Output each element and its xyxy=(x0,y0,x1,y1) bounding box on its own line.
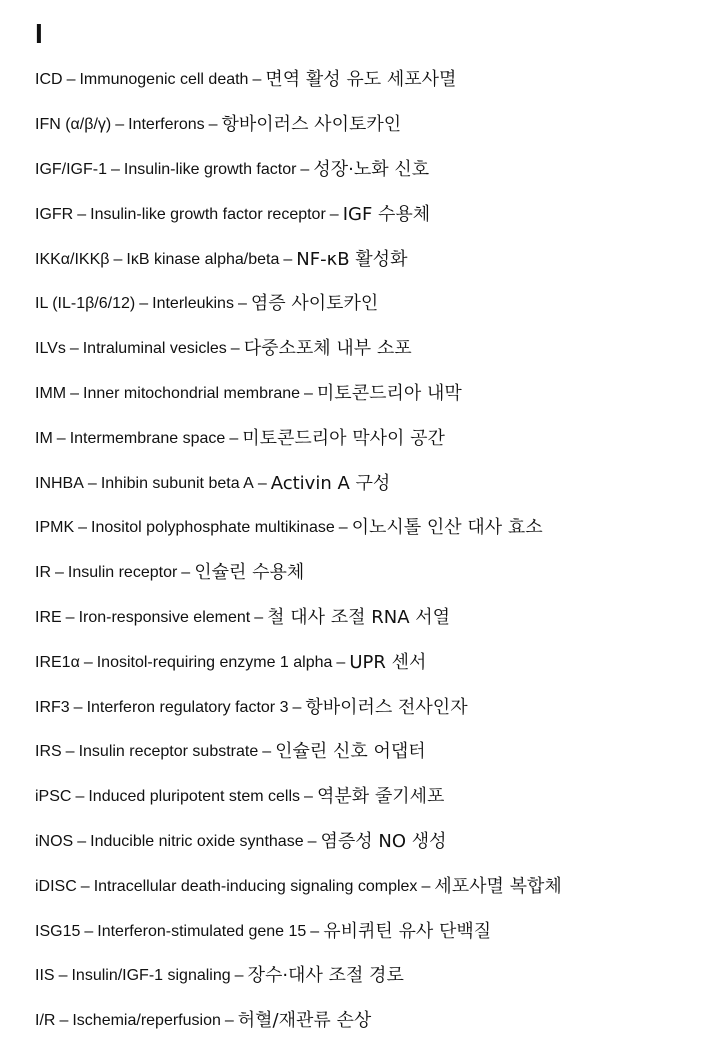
entry-separator: – xyxy=(83,653,93,671)
entry-separator: – xyxy=(77,832,87,850)
entry-korean-description: 미토콘드리아 내막 xyxy=(316,382,462,404)
entry-korean-description: 항바이러스 전사인자 xyxy=(305,696,468,718)
entry-separator: – xyxy=(234,967,244,985)
glossary-entry xyxy=(35,909,705,954)
glossary-entry xyxy=(35,596,705,641)
entry-korean-description: 성장·노화 신호 xyxy=(313,158,430,180)
glossary-entry xyxy=(35,416,705,461)
entry-abbreviation: iPSC xyxy=(35,788,72,806)
entry-abbreviation: IM xyxy=(35,429,53,447)
entry-separator: – xyxy=(84,922,94,940)
entry-full-name: Interleukins xyxy=(152,295,234,313)
entry-full-name: Induced pluripotent stem cells xyxy=(88,788,301,806)
glossary-entry xyxy=(35,372,705,417)
entry-full-name: Ischemia/reperfusion xyxy=(72,1012,221,1030)
entry-korean-description: Activin A 구성 xyxy=(270,472,391,494)
entry-full-name: Interferon regulatory factor 3 xyxy=(86,698,289,716)
entry-abbreviation: IGFR xyxy=(35,205,74,223)
entry-separator: – xyxy=(254,608,264,626)
entry-separator: – xyxy=(252,71,262,89)
entry-separator: – xyxy=(300,160,310,178)
entry-separator: – xyxy=(73,698,83,716)
entry-korean-description: IGF 수용체 xyxy=(342,203,431,225)
entry-korean-description: UPR 센서 xyxy=(349,651,427,673)
entry-korean-description: 허혈/재관류 손상 xyxy=(237,1010,372,1032)
glossary-entry xyxy=(35,775,705,820)
entry-separator: – xyxy=(75,788,85,806)
glossary-entry xyxy=(35,237,705,282)
entry-abbreviation: IRF3 xyxy=(35,698,70,716)
entry-korean-description: 장수·대사 조절 경로 xyxy=(247,965,404,987)
entry-separator: – xyxy=(69,340,79,358)
entry-full-name: Insulin receptor substrate xyxy=(78,743,259,761)
entry-separator: – xyxy=(257,474,267,492)
entry-separator: – xyxy=(224,1012,234,1030)
entry-abbreviation: ICD xyxy=(35,71,63,89)
entry-separator: – xyxy=(304,384,313,402)
entry-separator: – xyxy=(111,160,120,178)
glossary-entry xyxy=(35,730,705,775)
entry-korean-description: 역분화 줄기세포 xyxy=(316,786,445,808)
entry-korean-description: 염증성 NO 생성 xyxy=(320,830,447,852)
entry-full-name: Inner mitochondrial membrane xyxy=(83,384,301,402)
glossary-entry xyxy=(35,506,705,551)
entry-korean-description: 염증 사이토카인 xyxy=(250,293,379,315)
entry-full-name: Intermembrane space xyxy=(69,429,226,447)
entry-separator: – xyxy=(230,340,240,358)
entry-full-name: Insulin/IGF-1 signaling xyxy=(71,967,231,985)
entry-separator: – xyxy=(310,922,320,940)
entry-abbreviation: IR xyxy=(35,564,51,582)
entry-abbreviation: iNOS xyxy=(35,832,74,850)
glossary-entry xyxy=(35,148,705,193)
glossary-entry xyxy=(35,327,705,372)
entry-separator: – xyxy=(65,743,75,761)
entry-korean-description: 세포사멸 복합체 xyxy=(434,875,562,897)
entry-separator: – xyxy=(78,519,88,537)
entry-abbreviation: IRE1α xyxy=(35,653,80,671)
entry-separator: – xyxy=(77,205,87,223)
entry-korean-description: 면역 활성 유도 세포사멸 xyxy=(265,69,457,91)
entry-korean-description: 철 대사 조절 RNA 서열 xyxy=(267,606,451,628)
entry-full-name: Insulin receptor xyxy=(67,564,178,582)
entry-separator: – xyxy=(80,877,90,895)
entry-separator: – xyxy=(59,1012,69,1030)
entry-full-name: Inhibin subunit beta A xyxy=(100,474,254,492)
entry-separator: – xyxy=(65,608,75,626)
entry-full-name: Inositol polyphosphate multikinase xyxy=(91,519,335,537)
entry-separator: – xyxy=(237,295,247,313)
entry-korean-description: 인슐린 신호 어댑터 xyxy=(275,741,426,763)
glossary-entry xyxy=(35,58,705,103)
section-letter: I xyxy=(35,18,43,49)
entry-full-name: Inositol-requiring enzyme 1 alpha xyxy=(96,653,333,671)
glossary-entry xyxy=(35,103,705,148)
entry-separator: – xyxy=(292,698,302,716)
entry-full-name: Interferons xyxy=(128,116,205,134)
entry-separator: – xyxy=(115,116,125,134)
entry-abbreviation: IFN (α/β/γ) xyxy=(35,116,112,134)
entry-separator: – xyxy=(329,205,339,223)
entry-korean-description: 인슐린 수용체 xyxy=(194,562,305,584)
entry-separator: – xyxy=(304,788,313,806)
entry-full-name: Interferon-stimulated gene 15 xyxy=(97,922,307,940)
glossary-entry xyxy=(35,820,705,865)
glossary-entry xyxy=(35,954,705,999)
entry-separator: – xyxy=(229,429,239,447)
entry-separator: – xyxy=(283,250,293,268)
entry-separator: – xyxy=(208,116,218,134)
entry-korean-description: 항바이러스 사이토카인 xyxy=(221,114,402,136)
entry-separator: – xyxy=(421,877,431,895)
entry-full-name: Insulin-like growth factor receptor xyxy=(90,205,326,223)
entry-full-name: IκB kinase alpha/beta xyxy=(126,250,280,268)
entry-separator: – xyxy=(307,832,317,850)
entry-abbreviation: IL (IL-1β/6/12) xyxy=(35,295,136,313)
entry-abbreviation: IGF/IGF-1 xyxy=(35,160,107,178)
entry-abbreviation: IIS xyxy=(35,967,55,985)
entry-korean-description: NF-κB 활성화 xyxy=(296,248,408,270)
entry-korean-description: 다중소포체 내부 소포 xyxy=(243,338,412,360)
glossary-entry xyxy=(35,864,705,909)
entry-separator: – xyxy=(55,564,64,582)
entry-separator: – xyxy=(87,474,97,492)
glossary-entry xyxy=(35,999,705,1044)
entry-separator: – xyxy=(58,967,68,985)
entry-separator: – xyxy=(70,384,80,402)
entry-korean-description: 유비퀴틴 유사 단백질 xyxy=(323,920,492,942)
entry-abbreviation: IRS xyxy=(35,743,62,761)
entry-korean-description: 이노시톨 인산 대사 효소 xyxy=(351,517,543,539)
glossary-entry xyxy=(35,192,705,237)
glossary-list xyxy=(35,58,705,1044)
entry-abbreviation: I/R xyxy=(35,1012,56,1030)
entry-abbreviation: ILVs xyxy=(35,340,66,358)
glossary-entry xyxy=(35,640,705,685)
glossary-entry xyxy=(35,685,705,730)
entry-abbreviation: IPMK xyxy=(35,519,75,537)
entry-full-name: Iron-responsive element xyxy=(78,608,251,626)
entry-full-name: Intracellular death-inducing signaling complex xyxy=(93,877,418,895)
entry-abbreviation: IKKα/IKKβ xyxy=(35,250,110,268)
entry-abbreviation: INHBA xyxy=(35,474,84,492)
entry-separator: – xyxy=(262,743,272,761)
glossary-entry xyxy=(35,461,705,506)
entry-separator: – xyxy=(66,71,76,89)
entry-separator: – xyxy=(181,564,191,582)
entry-full-name: Insulin-like growth factor xyxy=(123,160,297,178)
glossary-entry xyxy=(35,282,705,327)
entry-full-name: Immunogenic cell death xyxy=(79,71,249,89)
glossary-entry xyxy=(35,551,705,596)
entry-separator: – xyxy=(56,429,66,447)
entry-abbreviation: ISG15 xyxy=(35,922,81,940)
entry-separator: – xyxy=(113,250,123,268)
entry-separator: – xyxy=(139,295,149,313)
entry-separator: – xyxy=(336,653,346,671)
entry-full-name: Intraluminal vesicles xyxy=(82,340,227,358)
entry-korean-description: 미토콘드리아 막사이 공간 xyxy=(242,427,445,449)
entry-full-name: Inducible nitric oxide synthase xyxy=(90,832,304,850)
entry-abbreviation: IRE xyxy=(35,608,62,626)
entry-abbreviation: iDISC xyxy=(35,877,77,895)
entry-abbreviation: IMM xyxy=(35,384,67,402)
entry-separator: – xyxy=(338,519,348,537)
